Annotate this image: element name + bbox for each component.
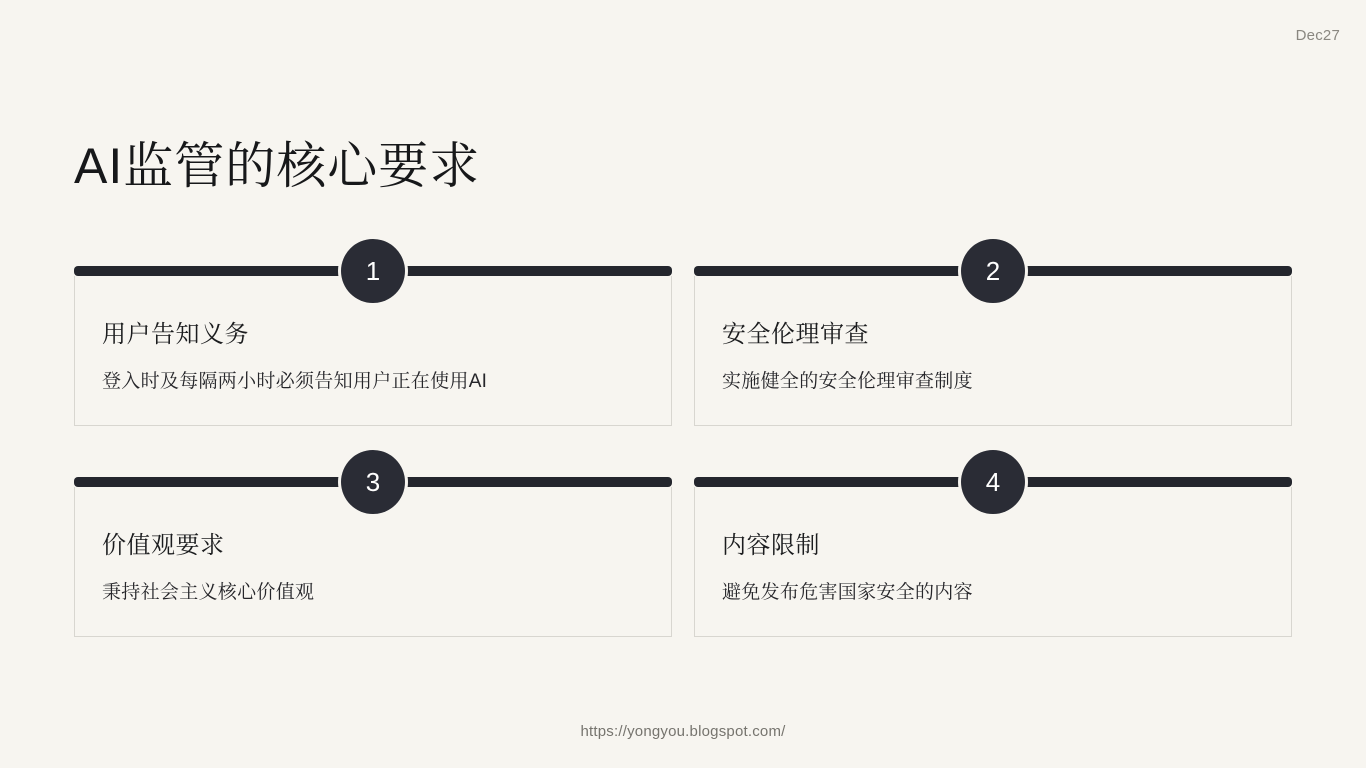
date-label: Dec27 [1295,27,1340,44]
card-title: 用户告知义务 [102,321,249,348]
card-description: 登入时及每隔两小时必须告知用户正在使用AI [102,371,488,393]
footer-url: https://yongyou.blogspot.com/ [580,723,786,740]
card-user-notification [74,255,672,426]
card-description: 避免发布危害国家安全的内容 [722,582,973,604]
card-values-requirement [74,466,672,637]
card-safety-ethics-review [694,255,1292,426]
card-description: 秉持社会主义核心价值观 [102,582,315,604]
page-title: AI监管的核心要求 [74,138,481,194]
card-content-restriction [694,466,1292,637]
cards-grid [74,255,1292,637]
card-number-badge: 2 [961,239,1025,303]
card-title: 安全伦理审查 [722,321,869,348]
card-title: 内容限制 [722,532,820,559]
card-number-badge: 1 [341,239,405,303]
card-number-badge: 4 [961,450,1025,514]
card-description: 实施健全的安全伦理审查制度 [722,371,973,393]
card-number-badge: 3 [341,450,405,514]
card-title: 价值观要求 [102,532,225,559]
